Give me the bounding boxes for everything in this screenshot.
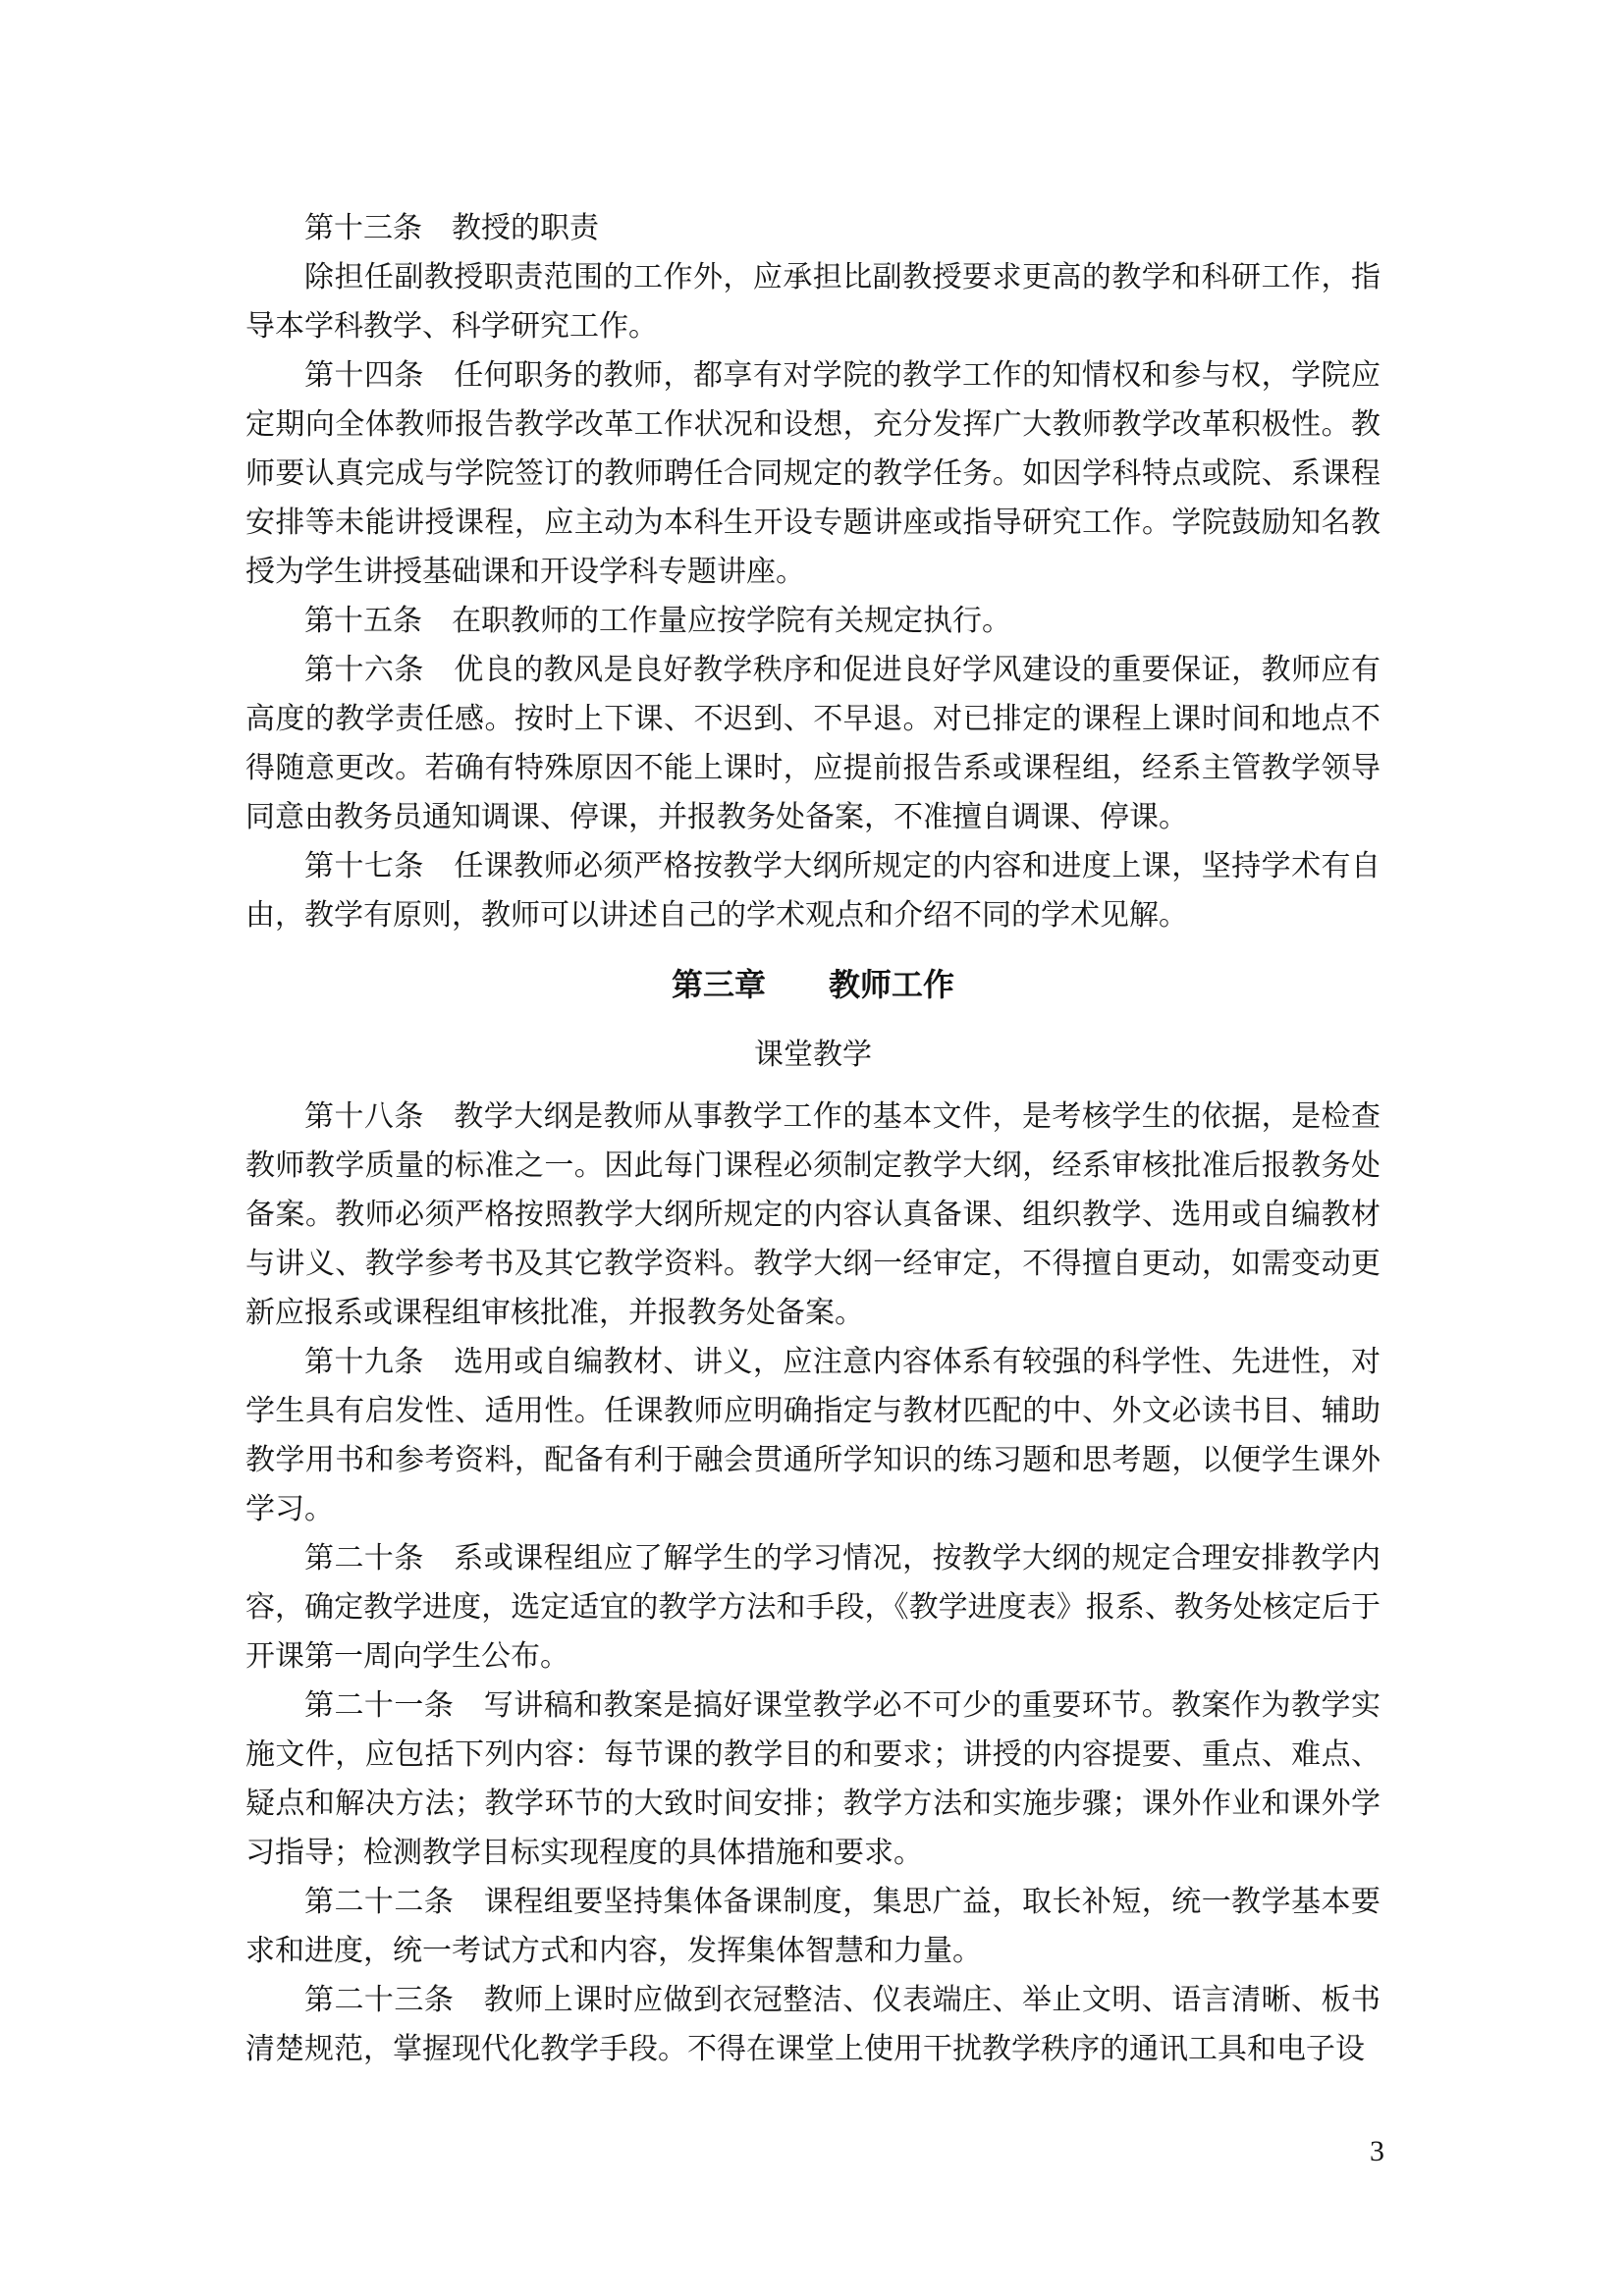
paragraph-article-15: 第十五条 在职教师的工作量应按学院有关规定执行。 [304, 605, 1011, 637]
section-heading-classroom-teaching: 课堂教学 [754, 1039, 872, 1071]
paragraph-article-18: 第十八条 教学大纲是教师从事教学工作的基本文件，是考核学生的依据，是检查教师教学质量的标准之一。因此每门课程必须制定教学大纲，经系审核批准后报教务处备案。教师必须严格按照教学大纲所规定的内容认真备课、组织教学、选用或自编教材与讲义、教学参考书及其它教学资料。教学大纲一经审定，不得擅自更动，如需变动更新应报系或课程组审核批准，并报教务处备案。 [245, 1100, 1380, 1329]
chapter-3-heading: 第三章 教师工作 [671, 967, 954, 1002]
paragraph-article-14: 第十四条 任何职务的教师，都享有对学院的教学工作的知情权和参与权，学院应定期向全体教师报告教学改革工作状况和设想，充分发挥广大教师教学改革积极性。教师要认真完成与学院签订的教师聘任合同规定的教学任务。如因学科特点或院、系课程安排等未能讲授课程，应主动为本科生开设专题讲座或指导研究工作。学院鼓励知名教授为学生讲授基础课和开设学科专题讲座。 [245, 359, 1380, 588]
paragraph-article-13-title: 第十三条 教授的职责 [304, 212, 599, 244]
paragraph-article-13-body: 除担任副教授职责范围的工作外，应承担比副教授要求更高的教学和科研工作，指导本学科教学、科学研究工作。 [245, 261, 1380, 343]
paragraph-article-16: 第十六条 优良的教风是良好教学秩序和促进良好学风建设的重要保证，教师应有高度的教学责任感。按时上下课、不迟到、不早退。对已排定的课程上课时间和地点不得随意更改。若确有特殊原因不能上课时，应提前报告系或课程组，经系主管教学领导同意由教务员通知调课、停课，并报教务处备案，不准擅自调课、停课。 [245, 654, 1380, 833]
paragraph-article-21: 第二十一条 写讲稿和教案是搞好课堂教学必不可少的重要环节。教案作为教学实施文件，应包括下列内容：每节课的教学目的和要求；讲授的内容提要、重点、难点、疑点和解决方法；教学环节的大致时间安排；教学方法和实施步骤；课外作业和课外学习指导；检测教学目标实现程度的具体措施和要求。 [245, 1689, 1380, 1869]
document-body [245, 204, 1380, 2074]
paragraph-article-19: 第十九条 选用或自编教材、讲义，应注意内容体系有较强的科学性、先进性，对学生具有启发性、适用性。任课教师应明确指定与教材匹配的中、外文必读书目、辅助教学用书和参考资料，配备有利于融会贯通所学知识的练习题和思考题，以便学生课外学习。 [245, 1346, 1380, 1525]
paragraph-article-23: 第二十三条 教师上课时应做到衣冠整洁、仪表端庄、举止文明、语言清晰、板书清楚规范，掌握现代化教学手段。不得在课堂上使用干扰教学秩序的通讯工具和电子设 [245, 1984, 1380, 2065]
paragraph-article-20: 第二十条 系或课程组应了解学生的学习情况，按教学大纲的规定合理安排教学内容，确定教学进度，选定适宜的教学方法和手段，《教学进度表》报系、教务处核定后于开课第一周向学生公布。 [245, 1542, 1380, 1673]
paragraph-article-17: 第十七条 任课教师必须严格按教学大纲所规定的内容和进度上课，坚持学术有自由，教学有原则，教师可以讲述自己的学术观点和介绍不同的学术见解。 [245, 850, 1380, 932]
paragraph-article-22: 第二十二条 课程组要坚持集体备课制度，集思广益，取长补短，统一教学基本要求和进度，统一考试方式和内容，发挥集体智慧和力量。 [245, 1886, 1380, 1967]
page-number: 3 [1370, 2135, 1384, 2167]
